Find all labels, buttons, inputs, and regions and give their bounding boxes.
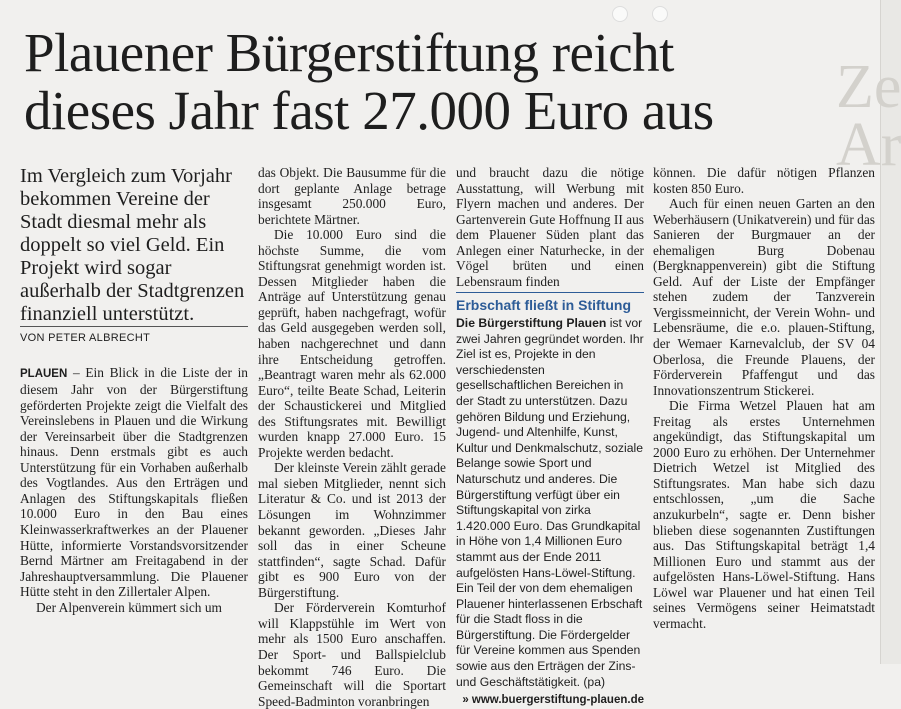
body-paragraph: und braucht dazu die nötige Ausstattung, will Werbung mit Flyern machen und anderes. Der Gartenverein Gute Hoffnung II aus dem Plauener Süden plant das Anlegen einer Naturhecke, in der Vögel brüten und einen Lebensraum finden [456, 165, 644, 289]
body-paragraph: Der kleinste Verein zählt gerade mal sieben Mitglieder, nennt sich Literatur & Co. und ist 2013 der Lösungen im Wohnzimmer bekannt geworden. „Dieses Jahr soll das in einer Scheune stattfinden“, sagte Schad. Dafür gibt es 900 Euro von der Bürgerstiftung. [258, 460, 446, 600]
adjacent-page-bleed-text: Ze Ar [836, 53, 901, 179]
info-box-body: Die Bürgerstiftung Plauen ist vor zwei Jahren gegründet worden. Ihr Ziel ist es, Projekte in den verschiedensten gesellschaftlichen Bereichen in der Stadt zu unterstützen. Dazu gehören Bildung und Erziehung, Jugend- und Altenhilfe, Kunst, Kultur und Denkmalschutz, soziale Belange sowie Sport und Naturschutz und anderes. Die Bürgerstiftung verfügt über ein Stiftungskapital von zirka 1.420.000 Euro. Das Grundkapital in Höhe von 1,4 Millionen Euro stammt aus der Ende 2011 aufgelösten Hans-Löwel-Stiftung. Ein Teil der von dem ehemaligen Plauener hinterlassenen Erbschaft für die Stadt floss in die Bürgerstiftung. Die Fördergelder für Vereine kommen aus Spenden sowie aus den Erträgen der Zins- und Geschäftstätigkeit. (pa) [456, 316, 644, 689]
body-paragraph: Die 10.000 Euro sind die höchste Summe, die vom Stiftungsrat genehmigt worden ist. Dessen Mitglieder haben die Anträge auf Unterstützung genau geprüft, haben nachgefragt, wofür das Geld ausgegeben werden soll, haben nachgerechnet und dann ihre Entscheidung getroffen. „Beantragt waren mehr als 62.000 Euro“, teilte Beate Schad, Leiterin der Schaustickerei und Mitglied des Stiftungsrates mit. Bewilligt wurden knapp 27.000 Euro. 15 Projekte werden bedacht. [258, 227, 446, 460]
dateline: PLAUEN [20, 367, 68, 380]
byline: VON PETER ALBRECHT [20, 326, 248, 347]
column-1 [20, 165, 248, 615]
body-paragraph: Auch für einen neuen Garten an den Weberhäusern (Unikatverein) und für das Sanieren der Burgmauer an der ehemaligen Burg Dobenau (Bergknappenverein) gibt die Stiftung Geld. Auf der Liste der Empfänger stehen zudem der Tanzverein Vergissmeinnicht, der Verein Wohn- und Lebensräume, die e.o. plauen-Stiftung, der Wemaer Karnevalclub, der SV 04 Oberlosa, die Freunde Plauens, der Förderverein Pfaffengut und das Innovationszentrum Stickerei. [653, 196, 876, 398]
column-3 [456, 165, 644, 289]
body-paragraph: Der Förderverein Komturhof will Klappstühle im Wert von mehr als 1500 Euro anschaffen. Der Sport- und Ballspielclub bekommt 746 Euro. Die Gemeinschaft will die Sportart Speed-Badminton voranbringen [258, 600, 446, 709]
info-box [456, 292, 644, 706]
info-box-lead: Die Bürgerstiftung Plauen [456, 316, 607, 330]
body-paragraph: können. Die dafür nötigen Pflanzen kosten 850 Euro. [653, 165, 875, 196]
article-headline: Plauener Bürgerstiftung reicht dieses Jahr fast 27.000 Euro aus [24, 22, 714, 141]
body-paragraph: Die Firma Wetzel Plauen hat am Freitag als erstes Unternehmen angekündigt, das Stiftungskapital um 2000 Euro zu erhöhen. Der Unternehmer Dietrich Wetzel ist Mitglied des Stiftungsrates. Man habe sich dazu entschlossen, „um die Sache anzukurbeln“, sagte er. Denn bisher blieben diese sogenannten Zustiftungen aus. Das Stiftungskapital beträgt 1,4 Millionen Euro und stammt aus der aufgelösten Hans-Löwel-Stiftung. Hans Löwel war Plauener und hat einen Teil seines Vermögens seiner Heimatstadt vermacht. [653, 398, 875, 631]
info-box-title: Erbschaft fließt in Stiftung [456, 292, 644, 313]
body-paragraph: Der Alpenverein kümmert sich um [36, 599, 222, 615]
column-2 [258, 165, 446, 709]
body-paragraph: das Objekt. Die Bausumme für die dort geplante Anlage betrage insgesamt 250.000 Euro, berichtete Märtner. [258, 165, 446, 227]
column-4 [653, 165, 875, 631]
article-lede: Im Vergleich zum Vorjahr bekommen Vereine der Stadt diesmal mehr als doppelt so viel Geld. Ein Projekt wird sogar außerhalb der Stadtgrenzen finanziell unterstützt. [20, 165, 245, 325]
body-paragraph: PLAUEN – Ein Blick in die Liste der in diesem Jahr von der Bürgerstiftung geförderten Projekte zeigt die Vielfalt des Vereinslebens in Plauen und die Wirkung der Vereinsarbeit über die Stadtgrenzen hinaus. Denn erstmals gibt es auch Unterstützung für ein Vorhaben außerhalb des Vogtlandes. Aus den Erträgen und Anlagen des Stiftungskapitals fließen 10.000 Euro in den Bau eines Kleinwasserkraftwerkes an der Plauener Hütte, informierte Vorstandsvorsitzender Bernd Märtner am Freitagabend in der Jahreshauptversammlung. Die Plauener Hütte steht in den Zillertaler Alpen. [20, 364, 248, 600]
website-link[interactable]: » www.buergerstiftung-plauen.de [462, 694, 644, 707]
